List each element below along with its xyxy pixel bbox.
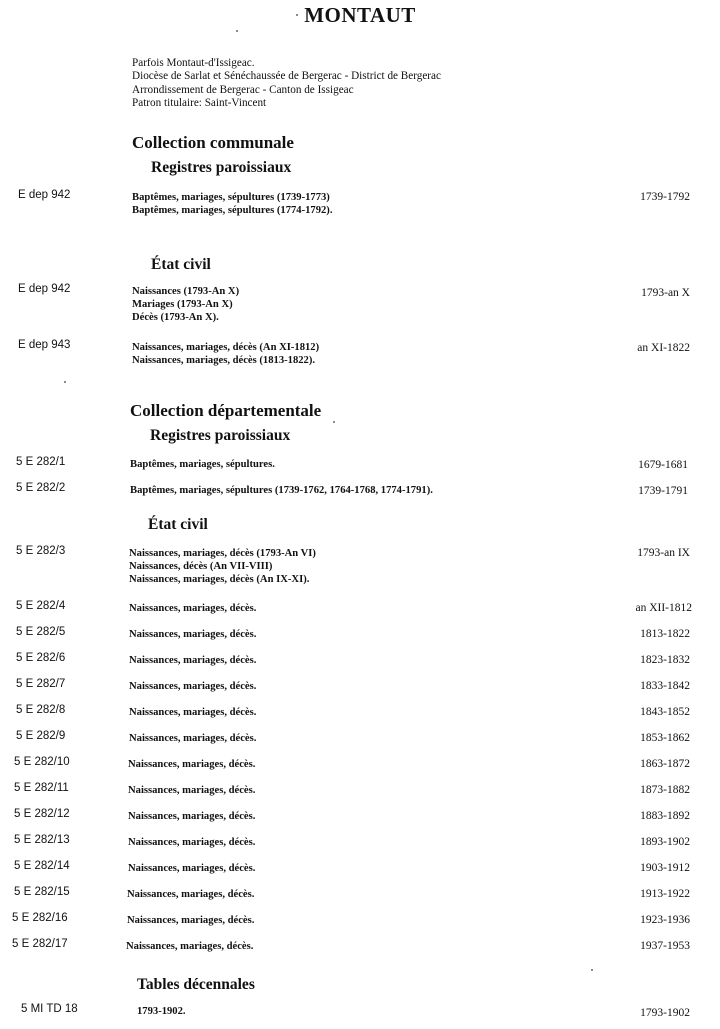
record-line: Baptêmes, mariages, sépultures. — [130, 459, 275, 470]
record-dates: 1679-1681 — [638, 459, 688, 471]
record-cote: 5 E 282/3 — [16, 545, 66, 557]
record-cote: 5 E 282/13 — [14, 834, 70, 846]
scan-speck — [236, 30, 238, 32]
record-cote: 5 E 282/11 — [14, 782, 69, 794]
record-description: Naissances, mariages, décès. — [126, 941, 254, 952]
subheading-etat-civil-communale: État civil — [151, 256, 211, 273]
record-dates: 1843-1852 — [640, 706, 690, 718]
record-cote: 5 E 282/6 — [16, 652, 66, 664]
parish-info — [132, 57, 441, 111]
record-cote: 5 E 282/7 — [16, 678, 66, 690]
record-dates: 1739-1791 — [638, 485, 688, 497]
record-cote: 5 E 282/1 — [16, 456, 66, 468]
record-cote: 5 E 282/10 — [14, 756, 70, 768]
info-line: Patron titulaire: Saint-Vincent — [132, 97, 267, 110]
record-dates: 1863-1872 — [640, 758, 690, 770]
record-line: Baptêmes, mariages, sépultures (1774-1792). — [132, 205, 333, 217]
record-line: Naissances, mariages, décès (An XI-1812) — [132, 342, 320, 353]
record-description: Naissances, mariages, décès. — [129, 707, 257, 718]
page-title: MONTAUT — [304, 3, 416, 27]
info-line: Arrondissement de Bergerac - Canton de Issigeac — [132, 83, 354, 96]
record-description: Naissances, mariages, décès. — [129, 629, 257, 640]
record-cote: 5 E 282/5 — [16, 626, 66, 638]
record-cote: 5 E 282/16 — [12, 912, 68, 924]
record-description: Naissances, mariages, décès. — [129, 733, 257, 744]
record-description — [130, 458, 275, 471]
record-description — [132, 341, 319, 367]
record-description: Naissances, mariages, décès. — [129, 681, 257, 692]
subheading-registres-communale: Registres paroissiaux — [151, 159, 292, 176]
record-cote: 5 MI TD 18 — [21, 1003, 78, 1015]
record-description: Naissances, mariages, décès. — [129, 603, 257, 614]
record-cote: 5 E 282/15 — [14, 886, 70, 898]
record-dates: 1923-1936 — [640, 914, 690, 926]
record-dates: an XI-1822 — [637, 342, 690, 354]
record-line: Naissances, mariages, décès (An IX-XI). — [129, 574, 310, 586]
record-description: Naissances, mariages, décès. — [128, 759, 256, 770]
info-line: Diocèse de Sarlat et Sénéchaussée de Bergerac - District de Bergerac — [132, 70, 441, 83]
record-description: Naissances, mariages, décès. — [128, 837, 256, 848]
record-dates: 1833-1842 — [640, 680, 690, 692]
record-dates: 1823-1832 — [640, 654, 690, 666]
record-line: Naissances, mariages, décès (1793-An VI) — [129, 548, 316, 559]
record-cote: 5 E 282/2 — [16, 482, 66, 494]
section-heading-departementale: Collection départementale — [130, 401, 322, 420]
scan-speck — [591, 969, 593, 971]
scan-speck — [64, 381, 66, 383]
record-cote: 5 E 282/4 — [16, 600, 66, 612]
record-line: Naissances, décès (An VII-VIII) — [129, 561, 273, 573]
record-dates: 1813-1822 — [640, 628, 690, 640]
record-line: Baptêmes, mariages, sépultures (1739-1773) — [132, 192, 330, 203]
info-line: Parfois Montaut-d'Issigeac. — [132, 57, 255, 69]
record-dates: an XII-1812 — [635, 602, 692, 614]
scan-speck — [296, 14, 298, 16]
record-cote: 5 E 282/9 — [16, 730, 66, 742]
record-dates: 1873-1882 — [640, 784, 690, 796]
record-dates: 1793-an X — [641, 287, 690, 299]
record-line: Décès (1793-An X). — [132, 312, 219, 324]
record-description: Naissances, mariages, décès. — [127, 915, 255, 926]
record-description — [130, 484, 433, 497]
subheading-etat-civil-departementale: État civil — [148, 516, 208, 533]
record-dates: 1893-1902 — [640, 836, 690, 848]
record-description — [129, 547, 316, 587]
record-cote: E dep 943 — [18, 339, 71, 351]
record-cote: 5 E 282/8 — [16, 704, 66, 716]
record-line: Mariages (1793-An X) — [132, 299, 233, 311]
record-dates: 1903-1912 — [640, 862, 690, 874]
record-cote: E dep 942 — [18, 189, 71, 201]
record-description: 1793-1902. — [137, 1006, 186, 1017]
subheading-tables-decennales: Tables décennales — [137, 976, 255, 993]
record-line: Baptêmes, mariages, sépultures (1739-1762, 1764-1768, 1774-1791). — [130, 485, 433, 496]
record-description: Naissances, mariages, décès. — [128, 785, 256, 796]
record-dates: 1739-1792 — [640, 191, 690, 203]
record-line: Naissances, mariages, décès (1813-1822). — [132, 355, 316, 367]
record-dates: 1853-1862 — [640, 732, 690, 744]
record-description — [132, 285, 239, 325]
subheading-registres-departementale: Registres paroissiaux — [150, 427, 291, 444]
record-line: Naissances (1793-An X) — [132, 286, 240, 297]
record-description: Naissances, mariages, décès. — [128, 811, 256, 822]
record-description — [132, 191, 332, 217]
record-cote: 5 E 282/12 — [14, 808, 70, 820]
record-cote: E dep 942 — [18, 283, 71, 295]
record-description: Naissances, mariages, décès. — [127, 889, 255, 900]
record-dates: 1793-an IX — [637, 547, 690, 559]
record-description: Naissances, mariages, décès. — [128, 863, 256, 874]
record-cote: 5 E 282/17 — [12, 938, 68, 950]
record-dates: 1913-1922 — [640, 888, 690, 900]
section-heading-communale: Collection communale — [132, 133, 294, 152]
record-cote: 5 E 282/14 — [14, 860, 70, 872]
scan-speck — [333, 421, 335, 423]
record-dates: 1883-1892 — [640, 810, 690, 822]
record-dates: 1793-1902 — [640, 1007, 690, 1019]
record-dates: 1937-1953 — [640, 940, 690, 952]
record-description: Naissances, mariages, décès. — [129, 655, 257, 666]
